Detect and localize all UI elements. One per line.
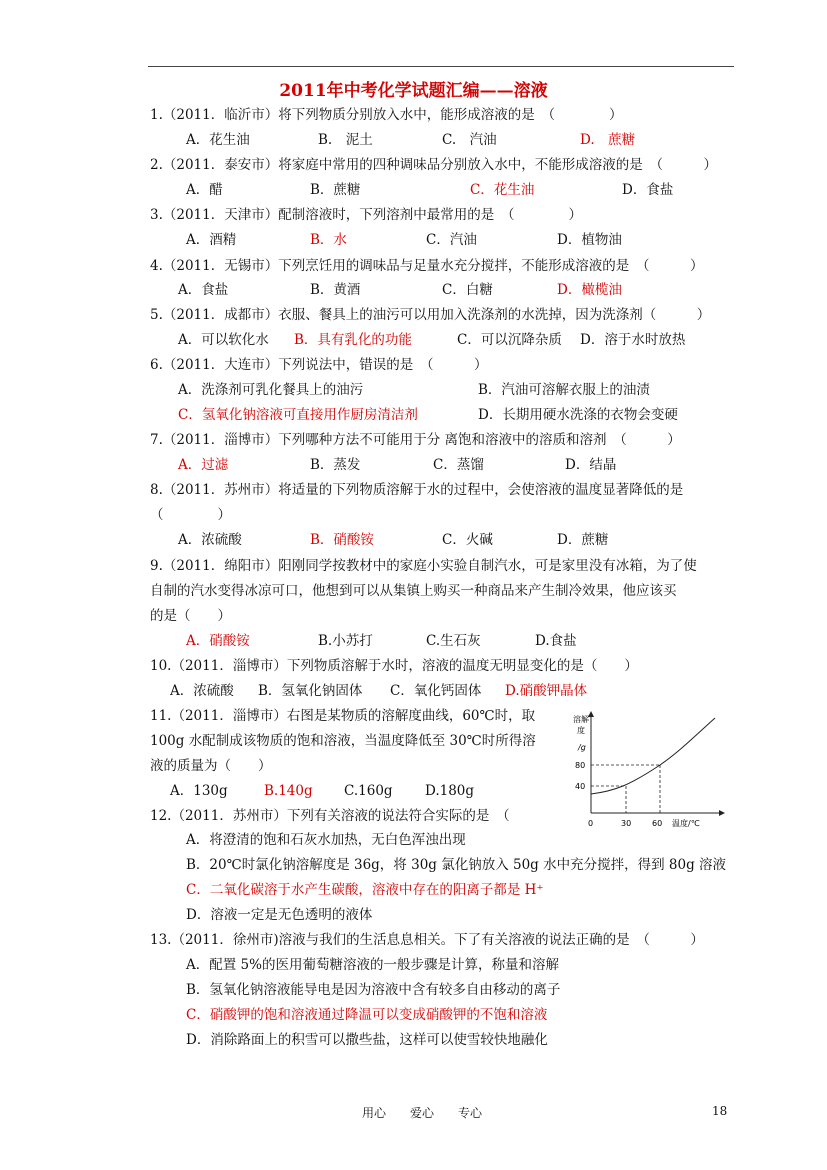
- q5-option-d: D．溶于水时放热: [580, 332, 686, 348]
- solubility-curve: [591, 718, 715, 794]
- question-8-stem-cont: （ ）: [150, 507, 231, 523]
- q13-option-b: B．氢氧化钠溶液能导电是因为溶液中含有较多自由移动的离子: [186, 982, 561, 998]
- y-axis-label-unit: /g: [578, 743, 586, 752]
- question-5-stem: 5.（2011．成都市）衣服、餐具上的油污可以用加入洗涤剂的水洗掉，因为洗涤剂（ ）: [150, 307, 711, 323]
- y-axis-label-mid: 度: [577, 726, 585, 735]
- q5-option-c: C．可以沉降杂质: [457, 332, 562, 348]
- q12-option-d: D．溶液一定是无色透明的液体: [186, 907, 373, 923]
- q3-option-a: A．酒精: [186, 232, 237, 248]
- q11-option-b-answer: B.140g: [264, 783, 313, 799]
- question-10-stem: 10.（2011．淄博市）下列物质溶解于水时，溶液的温度无明显变化的是（ ）: [150, 658, 638, 674]
- q13-option-d: D．消除路面上的积雪可以撒些盐，这样可以使雪较快地融化: [186, 1032, 548, 1048]
- q8-option-d: D．蔗糖: [557, 532, 609, 548]
- q9-option-a-answer: A．硝酸铵: [186, 633, 250, 649]
- question-11-stem-cont2: 液的质量为（ ）: [150, 758, 272, 774]
- q10-option-d-answer: D.硝酸钾晶体: [505, 683, 588, 699]
- question-13-stem: 13.（2011．徐州市)溶液与我们的生活息息相关。下了有关溶液的说法正确的是 （ ）: [150, 932, 704, 948]
- x-tick-60: 60: [652, 819, 663, 828]
- y-tick-80: 80: [575, 761, 586, 770]
- q1-option-d-answer: D. 蔗糖: [580, 132, 636, 148]
- q12-option-b: B．20℃时氯化钠溶解度是 36g，将 30g 氯化钠放入 50g 水中充分搅拌，得到 80g 溶液: [186, 857, 727, 873]
- q7-option-d: D．结晶: [565, 457, 617, 473]
- q13-option-c-answer: C．硝酸钾的饱和溶液通过降温可以变成硝酸钾的不饱和溶液: [186, 1007, 548, 1023]
- question-1-stem: 1.（2011．临沂市）将下列物质分别放入水中，能形成溶液的是 （ ）: [150, 107, 623, 123]
- q2-option-b: B．蔗糖: [310, 182, 361, 198]
- q7-option-a-answer: A．过滤: [178, 457, 229, 473]
- q11-option-d: D.180g: [425, 783, 475, 799]
- q8-option-a: A．浓硫酸: [178, 532, 242, 548]
- q3-option-d: D．植物油: [557, 232, 622, 248]
- question-4-stem: 4.（2011．无锡市）下列烹饪用的调味品与足量水充分搅拌，不能形成溶液的是 （ ）: [150, 258, 704, 274]
- q6-option-b: B．汽油可溶解衣服上的油渍: [478, 382, 650, 398]
- x-tick-0: 0: [588, 819, 594, 828]
- question-9-stem: 9.（2011．绵阳市）阳刚同学按教材中的家庭小实验自制汽水，可是家里没有冰箱，为了使: [150, 558, 697, 574]
- q8-option-b-answer: B．硝酸铵: [310, 532, 374, 548]
- q4-option-c: C．白糖: [442, 282, 493, 298]
- q6-option-c-answer: C．氢氧化钠溶液可直接用作厨房清洁剂: [178, 407, 418, 423]
- q4-option-b: B．黄酒: [310, 282, 361, 298]
- question-12-stem: 12.（2011．苏州市）下列有关溶液的说法符合实际的是 （: [150, 808, 510, 824]
- q4-option-d-answer: D．橄榄油: [557, 282, 622, 298]
- q2-option-d: D．食盐: [622, 182, 674, 198]
- question-9-stem-cont2: 的是（ ）: [150, 608, 231, 624]
- q2-option-a: A．醋: [186, 182, 223, 198]
- q2-option-c-answer: C．花生油: [470, 182, 535, 198]
- q1-option-c: C. 汽油: [442, 132, 497, 148]
- x-tick-30: 30: [621, 819, 632, 828]
- question-2-stem: 2.（2011．泰安市）将家庭中常用的四种调味品分别放入水中，不能形成溶液的是 （ ）: [150, 157, 717, 173]
- y-tick-40: 40: [575, 782, 586, 791]
- q5-option-b-answer: B．具有乳化的功能: [294, 332, 412, 348]
- q6-option-d: D．长期用硬水洗涤的衣物会变硬: [478, 407, 678, 423]
- q1-option-a: A．花生油: [186, 132, 250, 148]
- q7-option-b: B．蒸发: [310, 457, 361, 473]
- x-axis-label: 温度/℃: [672, 819, 700, 828]
- q3-option-c: C．汽油: [426, 232, 477, 248]
- y-axis-label-top: 溶解: [573, 715, 589, 724]
- header-rule: [148, 66, 734, 67]
- q3-option-b-answer: B．水: [310, 232, 347, 248]
- question-6-stem: 6.（2011．大连市）下列说法中，错误的是 （ ）: [150, 357, 488, 373]
- q9-option-b: B.小苏打: [318, 633, 373, 649]
- q9-option-d: D.食盐: [535, 633, 577, 649]
- q5-option-a: A．可以软化水: [178, 332, 269, 348]
- page-title: 2011年中考化学试题汇编——溶液: [279, 81, 548, 101]
- q12-option-c-answer: C．二氧化碳溶于水产生碳酸，溶液中存在的阳离子都是 H⁺: [186, 882, 544, 898]
- solubility-chart: [570, 708, 730, 833]
- q9-option-c: C.生石灰: [426, 633, 481, 649]
- question-8-stem: 8.（2011．苏州市）将适量的下列物质溶解于水的过程中，会使溶液的温度显著降低的是: [150, 482, 684, 498]
- q4-option-a: A．食盐: [178, 282, 229, 298]
- q8-option-c: C．火碱: [442, 532, 493, 548]
- footer-motto: 用心 爱心 专心: [362, 1106, 483, 1120]
- q13-option-a: A．配置 5%的医用葡萄糖溶液的一般步骤是计算，称量和溶解: [186, 957, 559, 973]
- q10-option-a: A．浓硫酸: [170, 683, 234, 699]
- page-number: 18: [712, 1104, 728, 1118]
- q6-option-a: A．洗涤剂可乳化餐具上的油污: [178, 382, 364, 398]
- q10-option-b: B．氢氧化钠固体: [258, 683, 363, 699]
- q10-option-c: C．氧化钙固体: [390, 683, 482, 699]
- q7-option-c: C．蒸馏: [433, 457, 484, 473]
- question-7-stem: 7.（2011．淄博市）下列哪种方法不可能用于分 离饱和溶液中的溶质和溶剂 （ ）: [150, 432, 681, 448]
- question-3-stem: 3.（2011．天津市）配制溶液时，下列溶剂中最常用的是 （ ）: [150, 207, 582, 223]
- question-11-stem: 11.（2011．淄博市）右图是某物质的溶解度曲线，60℃时，取: [150, 708, 536, 724]
- question-9-stem-cont: 自制的汽水变得冰凉可口，他想到可以从集镇上购买一种商品来产生制冷效果，他应该买: [150, 583, 677, 599]
- q1-option-b: B. 泥土: [318, 132, 373, 148]
- question-11-stem-cont: 100g 水配制成该物质的饱和溶液，当温度降低至 30℃时所得溶: [150, 733, 536, 749]
- q11-option-c: C.160g: [344, 783, 393, 799]
- q12-option-a: A．将澄清的饱和石灰水加热，无白色浑浊出现: [186, 832, 466, 848]
- q11-option-a: A．130g: [170, 783, 228, 799]
